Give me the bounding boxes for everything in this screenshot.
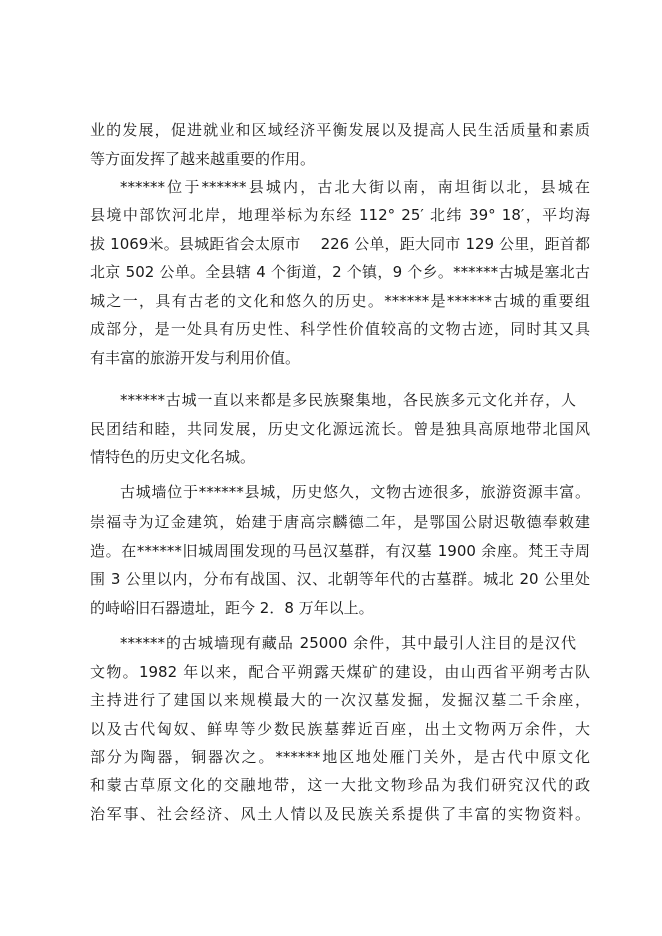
text-line: 以及古代匈奴、鲜卑等少数民族墓葬近百座，出土文物两万余件，大: [90, 720, 590, 738]
text-line: 古城墙位于******县城，历史悠久，文物古迹很多，旅游资源丰富。: [120, 483, 590, 501]
text-line: 北京 502 公单。全县辖 4 个街道，2 个镇，9 个乡。******古城是塞北古: [90, 263, 590, 281]
text-line: 崇福寺为辽金建筑，始建于唐高宗麟德二年，是鄂国公尉迟敬德奉敕建: [90, 513, 590, 531]
text-line: 文物。1982 年以来，配合平朔露天煤矿的建设，由山西省平朔考古队: [90, 663, 590, 681]
text-line: 部分为陶器，铜器次之。******地区地处雁门关外，是古代中原文化: [90, 748, 590, 766]
text-line: 的峙峪旧石器遗址，距今 2．8 万年以上。: [90, 599, 374, 617]
text-line: 主持进行了建国以来规模最大的一次汉墓发掘，发掘汉墓二千余座，: [90, 691, 590, 709]
text-line: 和蒙古草原文化的交融地带，这一大批文物珍品为我们研究汉代的政: [90, 776, 590, 794]
text-line: 业的发展，促进就业和区域经济平衡发展以及提高人民生活质量和素质: [90, 121, 590, 139]
text-line: ******古城一直以来都是多民族聚集地，各民族多元文化并存，人: [120, 391, 576, 409]
text-line: 情特色的历史文化名城。: [90, 448, 256, 466]
text-line: 围 3 公里以内，分布有战国、汉、北朝等年代的古墓群。城北 20 公里处: [90, 570, 590, 588]
text-line: ******位于******县城内，古北大街以南，南坦街以北，县城在: [120, 178, 590, 196]
text-line: 县境中部饮河北岸，地理举标为东经 112° 25′ 北纬 39° 18′，平均海: [90, 206, 590, 224]
text-line: 治军事、社会经济、风土人情以及民族关系提供了丰富的实物资料。: [90, 805, 590, 823]
text-line: 城之一，具有古老的文化和悠久的历史。******是******古城的重要组: [90, 292, 590, 310]
text-line: 拔 1069米。县城距省会太原市 226 公单，距大同市 129 公里，距首都: [90, 235, 590, 253]
text-line: 有丰富的旅游开发与利用价值。: [90, 349, 301, 367]
text-line: ******的古城墙现有藏品 25000 余件，其中最引人注目的是汉代: [120, 634, 576, 652]
text-line: 民团结和睦，共同发展，历史文化源远流长。曾是独具高原地带北国风: [90, 420, 590, 438]
text-line: 成部分，是一处具有历史性、科学性价值较高的文物古迹，同时其又具: [90, 320, 590, 338]
text-line: 等方面发挥了越来越重要的作用。: [90, 150, 316, 168]
text-line: 造。在******旧城周围发现的马邑汉墓群，有汉墓 1900 余座。梵王寺周: [90, 542, 590, 560]
